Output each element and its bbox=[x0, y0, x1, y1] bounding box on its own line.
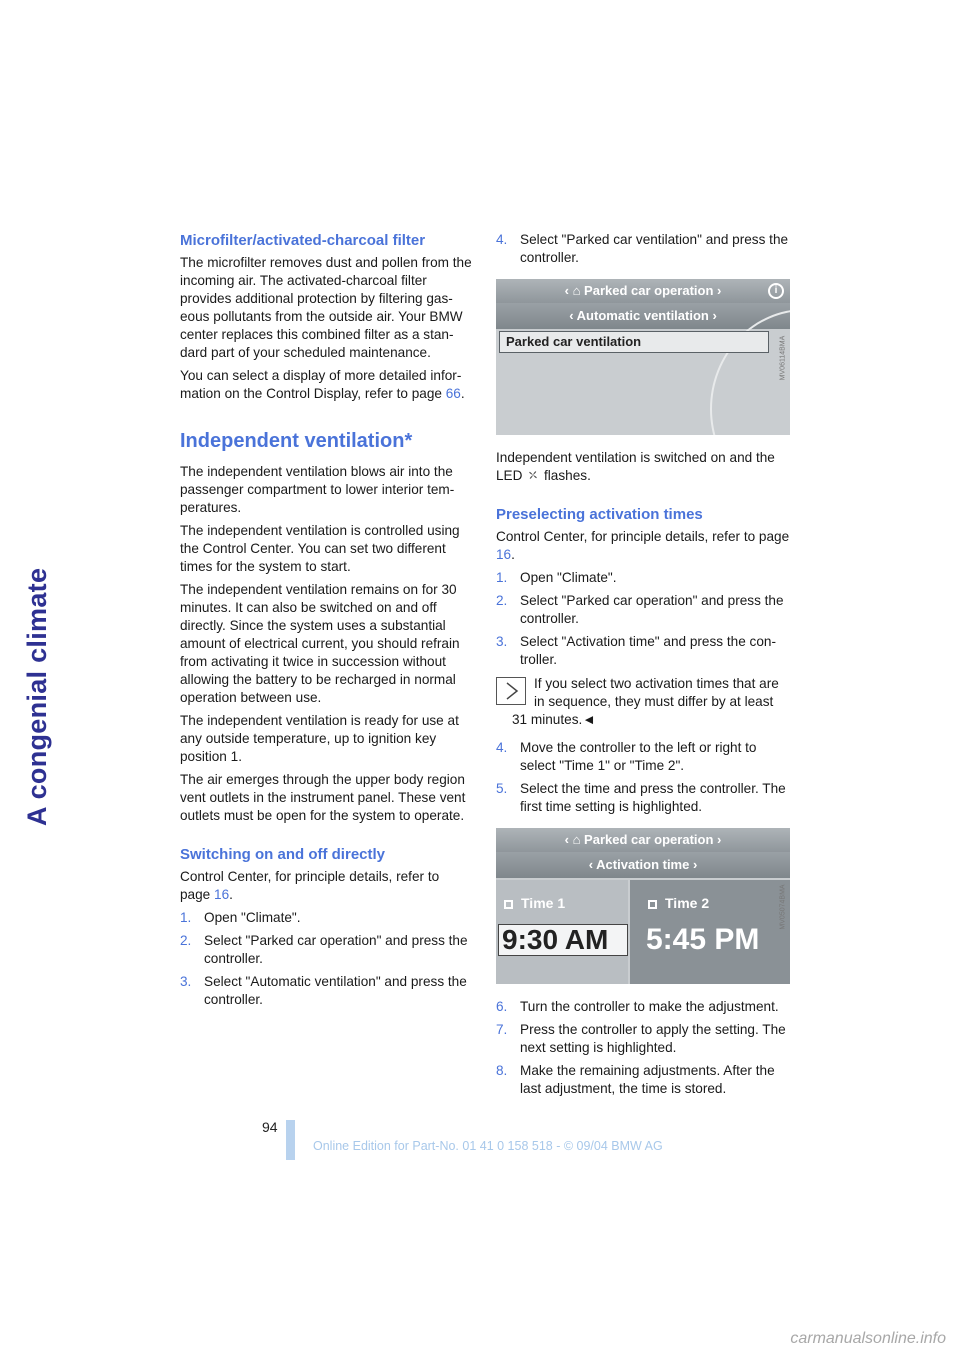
steps-list bbox=[496, 998, 792, 1098]
steps-list bbox=[180, 909, 472, 1009]
menu-bar-automatic: ‹ Automatic ventilation › bbox=[496, 303, 790, 329]
list-item: 8. Make the remaining adjustments. After the last adjustment, the time is stored. bbox=[496, 1063, 775, 1096]
paragraph: The air emerges through the upper body region vent outlets in the instrument panel. These vent outlets must be open for the system to operate. bbox=[180, 772, 466, 823]
page-number: 94 bbox=[262, 1119, 278, 1135]
paragraph: The independent ventilation is ready for use at any outside temperature, up to ignition key position 1. bbox=[180, 713, 459, 764]
paragraph: Independent ventilation is switched on and the LED flashes. bbox=[496, 450, 775, 483]
time1-label: Time 1 bbox=[504, 894, 565, 912]
paragraph: Control Center, for principle details, refer to page 16. bbox=[180, 869, 440, 902]
chapter-side-tab bbox=[14, 228, 54, 828]
list-item: 4. Move the controller to the left or right to select "Time 1" or "Time 2". bbox=[496, 740, 757, 773]
right-column bbox=[496, 231, 792, 1103]
edition-footer: Online Edition for Part-No. 01 41 0 158 518 - © 09/04 BMW AG bbox=[313, 1139, 663, 1153]
paragraph: The independent ventilation remains on for 30 minutes. It can also be switched on and off directly. Since the system uses a substantial amount of electrical current, you should refrain from activating it twice in succession without allowing the battery to be recharged in normal operation between use. bbox=[180, 582, 460, 705]
heading-microfilter: Microfilter/activated-charcoal filter bbox=[180, 232, 426, 249]
note-arrow-icon bbox=[496, 677, 526, 705]
list-item: 1. Open "Climate". bbox=[496, 570, 617, 585]
steps-list bbox=[496, 569, 792, 669]
list-item: 3. Select "Automatic ventilation" and press the controller. bbox=[180, 974, 467, 1007]
image-code: MV05074BMA bbox=[779, 884, 787, 930]
watermark: carmanualsonline.info bbox=[790, 1330, 946, 1347]
note-block bbox=[496, 675, 792, 734]
menu-bar-parked-car: ‹ ⌂ Parked car operation › bbox=[496, 279, 790, 303]
note-text: If you select two activation times that are in sequence, they must differ by at least 31 minutes.◄ bbox=[512, 676, 779, 727]
chapter-title: A congenial climate bbox=[22, 567, 52, 826]
page-link[interactable]: 66 bbox=[445, 386, 461, 401]
left-column bbox=[180, 231, 472, 1014]
paragraph: The independent ventilation is controlled using the Control Center. You can set two different times for the system to start. bbox=[180, 523, 460, 574]
list-item: 7. Press the controller to apply the setting. The next setting is highlighted. bbox=[496, 1022, 786, 1055]
paragraph: The microfilter removes dust and pollen from the incoming air. The activated-charcoal filter provides additional protection by filtering gas-eous pollutants from the outside air. Your BMW center replaces this combined filter as a stan-dard part of your scheduled maintenance. bbox=[180, 255, 472, 360]
time2-label: Time 2 bbox=[648, 894, 709, 912]
list-item: 6. Turn the controller to make the adjustment. bbox=[496, 999, 779, 1014]
list-item: 2. Select "Parked car operation" and press the controller. bbox=[496, 593, 784, 626]
list-item: 2. Select "Parked car operation" and press the controller. bbox=[180, 933, 468, 966]
menu-item-selected: Parked car ventilation bbox=[499, 331, 769, 353]
page-link[interactable]: 16 bbox=[214, 887, 230, 902]
paragraph: You can select a display of more detailed infor-mation on the Control Display, refer to page 66. bbox=[180, 368, 465, 401]
control-display-screenshot-activation-time bbox=[496, 828, 790, 984]
heading-switching: Switching on and off directly bbox=[180, 846, 386, 863]
paragraph: The independent ventilation blows air into the passenger compartment to lower interior tem-peratures. bbox=[180, 464, 455, 515]
paragraph: Control Center, for principle details, refer to page 16. bbox=[496, 529, 790, 562]
steps-list bbox=[496, 231, 792, 267]
control-display-screenshot-ventilation bbox=[496, 279, 790, 435]
time2-value: 5:45 PM bbox=[646, 923, 760, 956]
list-item: 5. Select the time and press the controller. The first time setting is highlighted. bbox=[496, 781, 786, 814]
time1-value: 9:30 AM bbox=[498, 924, 628, 956]
info-icon: i bbox=[768, 283, 784, 299]
list-item: 1. Open "Climate". bbox=[180, 910, 301, 925]
page-link[interactable]: 16 bbox=[496, 547, 512, 562]
heading-independent-ventilation: Independent ventilation* bbox=[180, 430, 413, 452]
image-code: MV06114BMA bbox=[779, 335, 787, 381]
heading-preselecting: Preselecting activation times bbox=[496, 506, 703, 523]
fan-led-icon bbox=[526, 468, 540, 482]
menu-bar-activation: ‹ Activation time › bbox=[496, 852, 790, 878]
menu-bar-parked-car: ‹ ⌂ Parked car operation › bbox=[496, 828, 790, 852]
list-item: 4. Select "Parked car ventilation" and press the controller. bbox=[496, 232, 789, 265]
footer-bar bbox=[286, 1120, 295, 1160]
list-item: 3. Select "Activation time" and press the con-troller. bbox=[496, 634, 776, 667]
steps-list bbox=[496, 739, 792, 816]
